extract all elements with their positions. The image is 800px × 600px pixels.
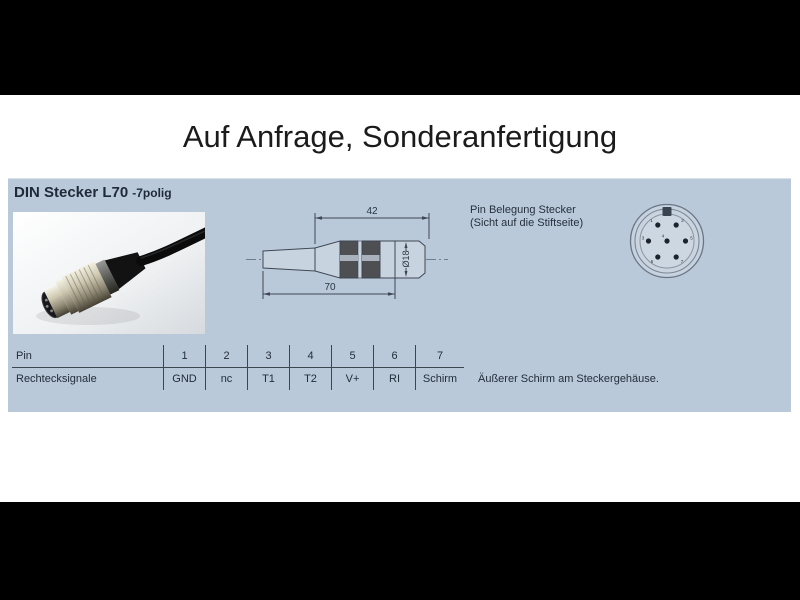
table-header-cell: 5 [332, 345, 374, 368]
table-signal-row [12, 368, 663, 391]
panel-heading-suffix: -7polig [132, 186, 172, 200]
pin-diagram-keyway-notch [663, 207, 672, 216]
svg-text:1: 1 [650, 218, 653, 223]
pin-legend-line2: (Sicht auf die Stiftseite) [470, 217, 584, 229]
table-cell: T2 [290, 368, 332, 391]
table-header-cell: 4 [290, 345, 332, 368]
table-note: Äußerer Schirm am Steckergehäuse. [478, 372, 659, 385]
table-cell: Schirm [416, 368, 465, 391]
slide-content [0, 95, 800, 502]
svg-text:2: 2 [681, 218, 684, 223]
drawing-boot [263, 248, 315, 271]
dim-42-label: 42 [366, 206, 378, 217]
svg-text:6: 6 [650, 259, 654, 264]
table-cell: T1 [248, 368, 290, 391]
pin-assignment-table [12, 345, 663, 390]
table-cell: GND [164, 368, 206, 391]
table-cell: nc [206, 368, 248, 391]
table-header-label: Pin [12, 345, 164, 368]
panel-heading-main: DIN Stecker L70 [14, 184, 129, 201]
table-header-cell: 3 [248, 345, 290, 368]
dim-70-label: 70 [324, 282, 336, 293]
dim-diameter-label: Ø18 [401, 250, 411, 268]
svg-text:3: 3 [641, 235, 645, 241]
dimension-drawing [238, 197, 476, 313]
table-cell: V+ [332, 368, 374, 391]
table-header-cell: 2 [206, 345, 248, 368]
table-header-note-spacer [464, 345, 663, 368]
pin-legend [470, 204, 583, 230]
table-header-cell: 6 [374, 345, 416, 368]
connector-photo [13, 212, 205, 334]
table-header-cell: 1 [164, 345, 206, 368]
table-row-label: Rechtecksignale [16, 373, 97, 385]
table-header-cell: 7 [416, 345, 465, 368]
svg-text:7: 7 [680, 259, 684, 264]
pin-legend-line1: Pin Belegung Stecker [470, 204, 576, 216]
table-header-row [12, 345, 663, 368]
table-cell: RI [374, 368, 416, 391]
svg-text:4: 4 [661, 233, 665, 239]
pin-layout-diagram [624, 199, 714, 287]
page-title: Auf Anfrage, Sonderanfertigung [182, 119, 618, 154]
drawing-cone [315, 241, 340, 278]
datasheet-panel [8, 178, 791, 412]
panel-heading [14, 184, 172, 201]
svg-text:5: 5 [690, 235, 693, 241]
